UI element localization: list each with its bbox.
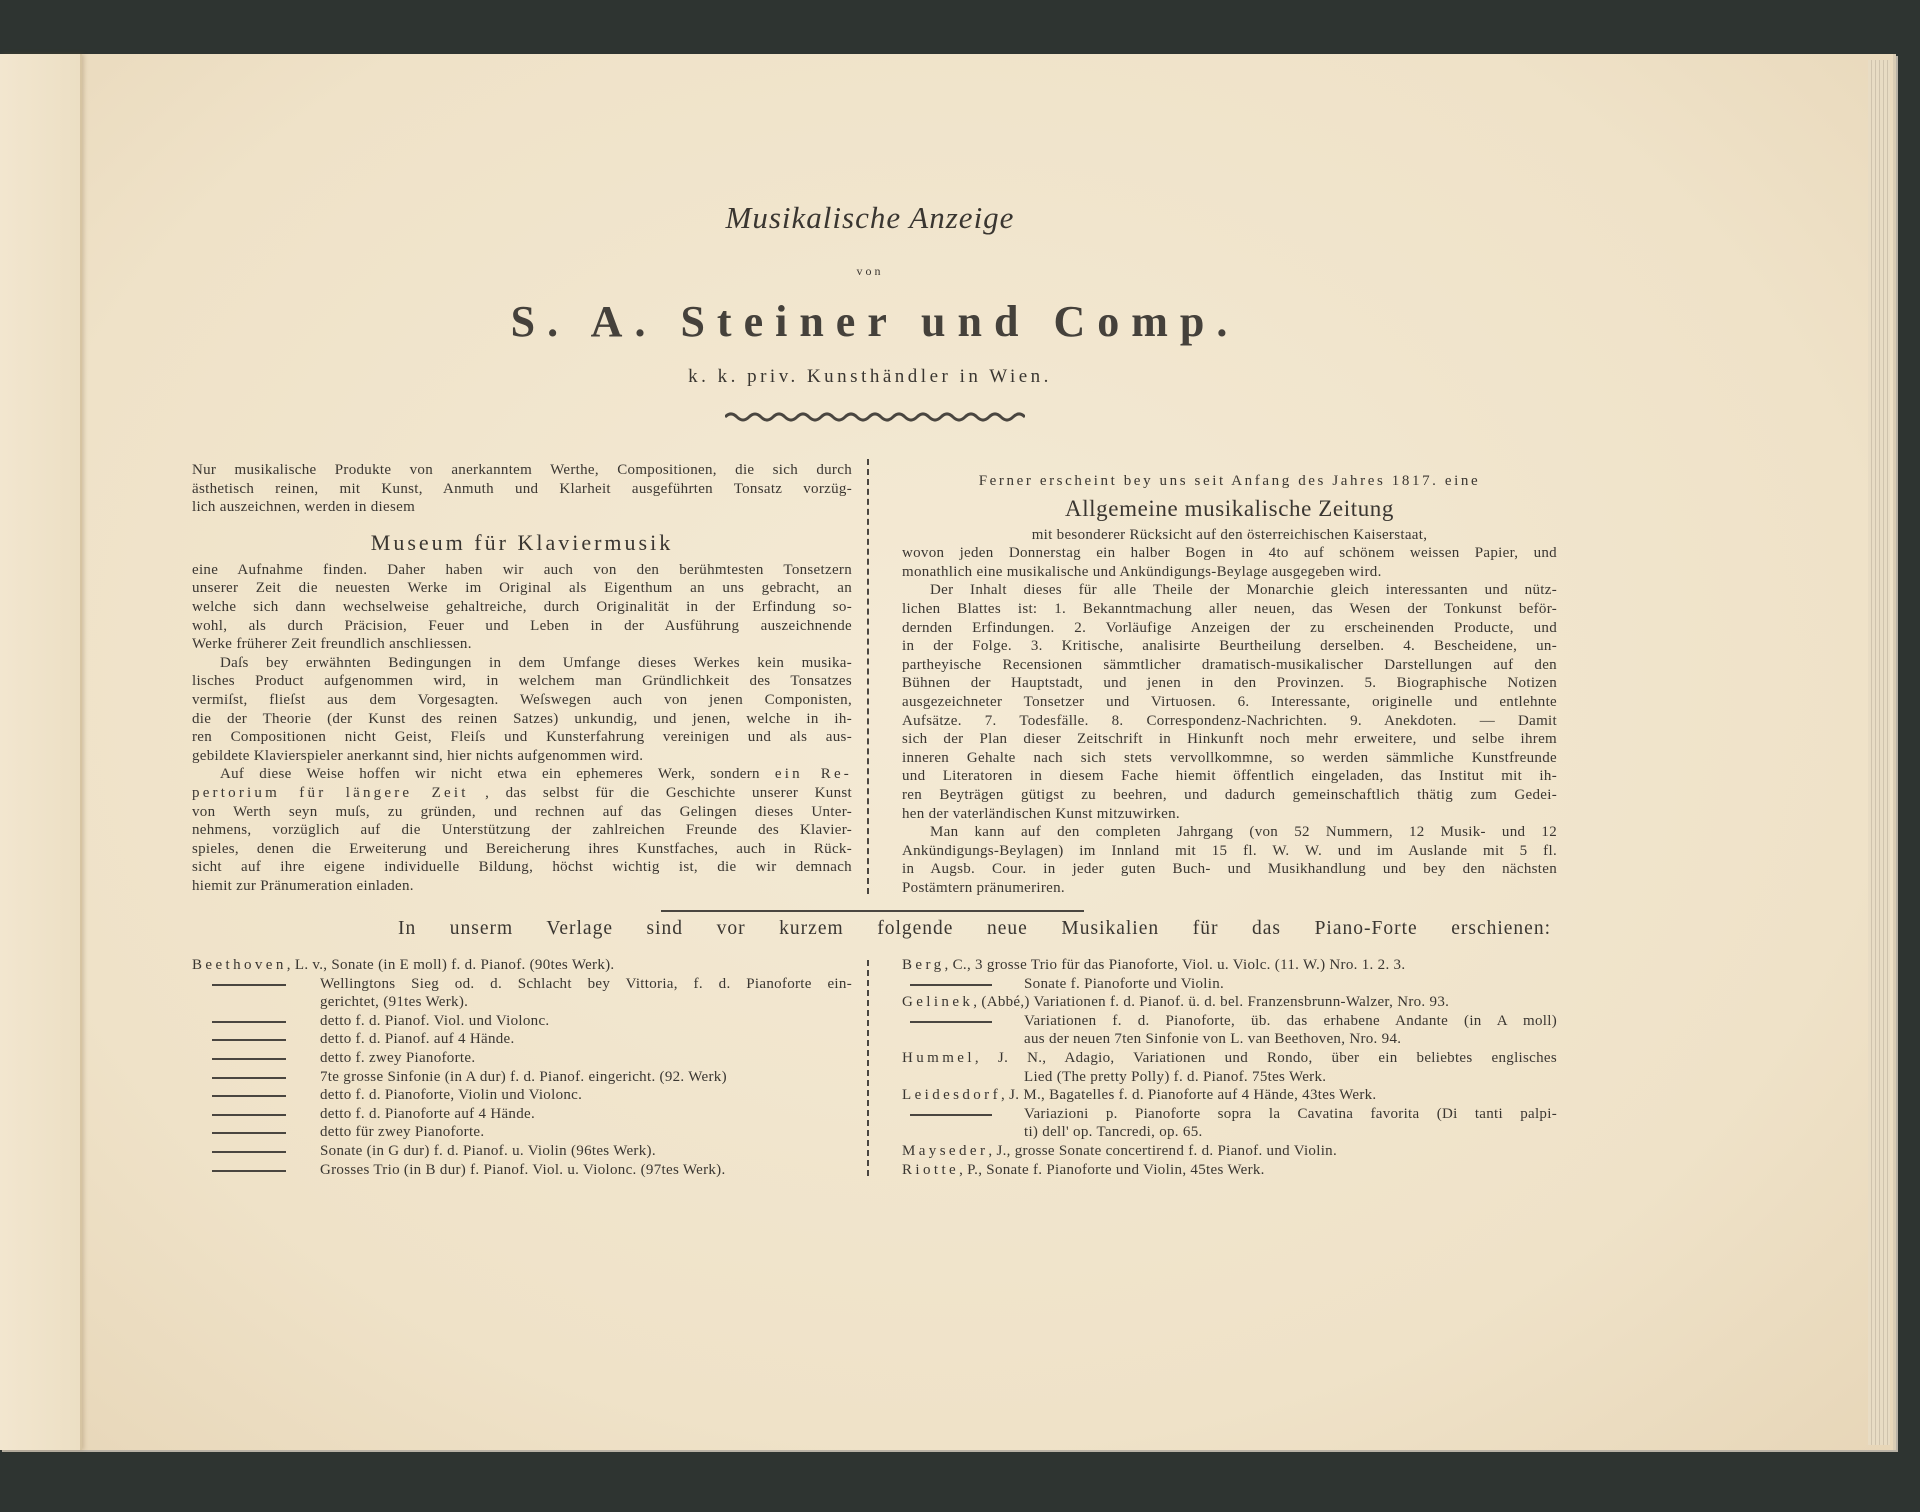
entry-line — [192, 1012, 852, 1031]
text-line: welche sich dann wechselweise gehaltreiche, durch Originalität in der Erfindung so- — [192, 598, 852, 615]
text-line: vermiſst, flieſst aus dem Vorgesagten. Weſswegen auch von jenen Componisten, — [192, 691, 852, 708]
work-title: , J. M., Bagatelles f. d. Pianoforte auf 4 Hände, 43tes Werk. — [1000, 1087, 1377, 1104]
text-segment: Auf diese Weise hoffen wir nicht etwa ein ephemeres Werk, sondern — [220, 766, 775, 783]
entry-line — [192, 1068, 852, 1087]
work-title: Wellingtons Sieg od. d. Schlacht bey Vittoria, f. d. Pianoforte ein- — [320, 975, 852, 992]
text-line: ren Compositionen nicht Geist, Fleiſs und Kunsterfahrung vereinigen und als aus- — [192, 729, 852, 746]
publication-entry — [192, 975, 852, 1012]
text-segment: , das selbst für die Geschichte unserer Kunst — [485, 784, 852, 801]
publication-entry — [902, 1086, 1557, 1105]
text-line: eine Aufnahme finden. Daher haben wir auch von den berühmtesten Tonsetzern — [192, 561, 852, 578]
work-title: Variazioni p. Pianoforte sopra la Cavatina favorita (Di tanti palpi- — [1024, 1105, 1557, 1122]
title-von: von — [856, 264, 884, 278]
text-line: Nur musikalische Produkte von anerkanntem Werthe, Compositionen, die sich durch — [192, 462, 852, 478]
text-line: die der Theorie (der Kunst des reinen Satzes) unkundig, und jenen, welche in ih- — [192, 710, 852, 727]
work-title: , J., grosse Sonate concertirend f. d. Pianof. und Violin. — [988, 1142, 1338, 1159]
work-title: 7te grosse Sinfonie (in A dur) f. d. Pianof. eingericht. (92. Werk) — [320, 1068, 727, 1085]
publication-entry — [192, 1030, 852, 1049]
text-line: in Augsb. Cour. in jeder guten Buch- und Musikhandlung und bey den nächsten — [902, 861, 1557, 878]
entry-line — [902, 1030, 1557, 1049]
publication-entry — [192, 1105, 852, 1124]
ditto-dash — [910, 984, 992, 986]
work-title: detto f. zwey Pianoforte. — [320, 1049, 476, 1066]
publication-entry — [902, 1142, 1557, 1161]
ditto-dash — [212, 1021, 286, 1023]
composer-name: Mayseder — [902, 1142, 989, 1159]
text-line: dernden Erfindungen. 2. Vorläufige Anzeigen der zu erscheinenden Producte, und — [902, 619, 1557, 636]
entry-line — [902, 1123, 1557, 1142]
text-line: Bühnen der Hauptstadt, und jenen in den Provinzen. 5. Biographische Notizen — [902, 675, 1557, 692]
work-title: detto für zwey Pianoforte. — [320, 1124, 485, 1141]
text-line: ausgezeichneter Tonsetzer und Virtuosen. 6. Interessante, originelle und entlehnte — [902, 693, 1557, 710]
text-line: hiemit zur Pränumeration einladen. — [192, 877, 414, 894]
work-title: aus der neuen 7ten Sinfonie von L. van Beethoven, Nro. 94. — [1024, 1031, 1402, 1048]
publication-entry — [902, 956, 1557, 975]
entry-line — [192, 1123, 852, 1142]
text-line: Aufsätze. 7. Todesfälle. 8. Correspondenz-Nachrichten. 9. Anekdoten. — Damit — [902, 712, 1557, 729]
text-line: lisches Product aufgenommen wird, in welchem man Gründlichkeit des Tonsatzes — [192, 673, 852, 690]
text-line: Daſs bey erwähnten Bedingungen in dem Umfange dieses Werkes kein musika- — [220, 654, 852, 671]
text-line: Ankündigungs-Beylagen) im Innland mit 15 fl. W. W. und im Auslande mit 5 fl. — [902, 842, 1557, 859]
work-title: Grosses Trio (in B dur) f. Pianof. Viol. u. Violonc. (97tes Werk). — [320, 1161, 726, 1178]
composer-name: Leidesdorf — [902, 1087, 1001, 1104]
text-line: sich der Plan dieser Zeitschrift in Hinkunft noch mehr erweitere, und selbe ihrem — [902, 731, 1557, 748]
subheading-line: mit besonderer Rücksicht auf den österreichischen Kaiserstaat, — [1031, 526, 1428, 543]
text-line: partheyische Recensionen sämmtlicher dramatisch-musikalischer Darstellungen auf den — [902, 656, 1557, 673]
text-line: unserer Zeit die neuesten Werke im Original als Eigenthum an uns gebracht, an — [192, 580, 852, 597]
ditto-dash — [212, 1077, 286, 1079]
text-line: wovon jeden Donnerstag ein halber Bogen in 4to auf schönem weissen Papier, und — [902, 545, 1557, 562]
work-title: Sonate (in G dur) f. d. Pianof. u. Violin (96tes Werk). — [320, 1142, 656, 1159]
ditto-dash — [910, 1114, 992, 1116]
text-line: Der Inhalt dieses für alle Theile der Monarchie gleich interessanten und nütz- — [930, 582, 1557, 599]
entry-line — [902, 1012, 1557, 1031]
ornament-divider — [725, 410, 1025, 424]
entry-line — [902, 956, 1557, 975]
text-line: lichen Blattes ist: 1. Bekanntmachung aller neuen, das Wesen der Tonkunst beför- — [902, 600, 1557, 617]
emphasis-text: ein Re- — [774, 766, 852, 783]
work-title: , (Abbé,) Variationen f. d. Pianof. ü. d. bel. Franzensbrunn-Walzer, Nro. 93. — [973, 994, 1450, 1011]
intro-line: Ferner erscheint bey uns seit Anfang des Jahres 1817. eine — [978, 473, 1481, 489]
column-divider — [867, 459, 869, 894]
publication-entry — [192, 1142, 852, 1161]
entry-line — [902, 1086, 1557, 1105]
work-title: , P., Sonate f. Pianoforte und Violin, 45tes Werk. — [959, 1161, 1265, 1178]
ditto-dash — [212, 1095, 286, 1097]
work-title: Variationen f. d. Pianoforte, üb. das erhabene Andante (in A moll) — [1024, 1012, 1557, 1029]
text-line: lich auszeichnen, werden in diesem — [192, 499, 416, 516]
composer-name: Riotte — [902, 1161, 960, 1178]
list-divider — [867, 960, 869, 1176]
publisher-subtitle: k. k. priv. Kunsthändler in Wien. — [688, 366, 1052, 387]
publication-entry — [192, 1161, 852, 1180]
entry-line — [192, 956, 852, 975]
ditto-dash — [212, 1039, 286, 1041]
publication-entry — [902, 1012, 1557, 1049]
entry-line — [192, 1086, 852, 1105]
publications-list-right — [902, 956, 1557, 1179]
publication-entry — [192, 1123, 852, 1142]
entry-line — [192, 1105, 852, 1124]
ditto-dash — [212, 1151, 286, 1153]
entry-line — [902, 1161, 1557, 1180]
ditto-dash — [910, 1021, 992, 1023]
publication-entry — [192, 1012, 852, 1031]
text-line — [192, 784, 852, 803]
text-line: ren Beyträgen gütigst zu beehren, und dadurch gemeinschaftlich thätig zum Gedei- — [902, 786, 1557, 803]
publication-entry — [192, 1068, 852, 1087]
work-title: gerichtet, (91tes Werk). — [320, 994, 469, 1011]
composer-name: Beethoven — [192, 957, 287, 973]
entry-line — [902, 1068, 1557, 1087]
text-line: in der Folge. 3. Kritische, analisirte Beurtheilung derselben. 4. Bescheidene, un- — [902, 638, 1557, 655]
work-title: , L. v., Sonate (in E moll) f. d. Pianof. (90tes Werk). — [286, 957, 615, 973]
section-rule — [661, 910, 1084, 912]
text-line: Man kann auf den completen Jahrgang (von 52 Nummern, 12 Musik- und 12 — [930, 824, 1557, 841]
entry-line — [902, 1105, 1557, 1124]
ditto-dash — [212, 984, 286, 986]
text-line: inneren Gehalte nach sich stets vervollkommne, so werden sämmliche Kunstfreunde — [902, 749, 1557, 766]
entry-line — [192, 975, 852, 994]
text-line: und Literatoren in diesem Fache hiemit öffentlich eingeladen, das Institut mit ih- — [902, 768, 1557, 785]
publication-entry — [902, 1161, 1557, 1180]
text-line: monathlich eine musikalische und Ankündigungs-Beylage ausgegeben wird. — [902, 563, 1382, 580]
text-line: ästhetisch reinen, mit Kunst, Anmuth und Klarheit ausgeführten Tonsatz vorzüg- — [192, 480, 852, 497]
entry-line — [192, 1142, 852, 1161]
right-column-text — [902, 472, 1557, 897]
publisher-name: S. A. Steiner und Comp. — [510, 297, 1240, 346]
publications-list-left — [192, 956, 852, 1179]
text-line: von Werth seyn muſs, zu gründen, und rechnen auf das Gelingen dieses Unter- — [192, 803, 852, 820]
entry-line — [192, 1161, 852, 1180]
work-title: Sonate f. Pianoforte und Violin. — [1024, 975, 1225, 992]
publications-heading: In unserm Verlage sind vor kurzem folgende neue Musikalien für das Piano-Forte erschienen: — [398, 918, 1551, 939]
publication-entry — [902, 993, 1557, 1012]
section-heading: Allgemeine musikalische Zeitung — [1064, 495, 1395, 521]
composer-name: Berg — [902, 957, 945, 973]
entry-line — [902, 975, 1557, 994]
entry-line — [902, 1049, 1557, 1068]
work-title: detto f. d. Pianof. Viol. und Violonc. — [320, 1012, 550, 1029]
entry-line — [902, 1142, 1557, 1161]
work-title: , C., 3 grosse Trio für das Pianoforte, Viol. u. Violc. (11. W.) Nro. 1. 2. 3. — [944, 957, 1406, 973]
page-stack-edge — [1868, 60, 1890, 1445]
composer-name: Hummel — [902, 1049, 975, 1066]
text-line: spieles, denen die Erweiterung und Bereicherung ihres Kunstfaches, auch in Rück- — [192, 840, 852, 857]
ditto-dash — [212, 1170, 286, 1172]
publication-entry — [192, 1086, 852, 1105]
work-title: detto f. d. Pianoforte auf 4 Hände. — [320, 1105, 536, 1122]
publication-entry — [902, 975, 1557, 994]
page-title: Musikalische Anzeige — [725, 200, 1015, 235]
entry-line — [192, 1030, 852, 1049]
work-title: Lied (The pretty Polly) f. d. Pianof. 75tes Werk. — [1024, 1068, 1327, 1085]
ditto-dash — [212, 1058, 286, 1060]
emphasis-text: pertorium für längere Zeit — [192, 784, 469, 801]
entry-line — [192, 993, 852, 1012]
text-line: Werke früherer Zeit freundlich anschliessen. — [192, 636, 472, 653]
ditto-dash — [212, 1114, 286, 1116]
work-title: detto f. d. Pianof. auf 4 Hände. — [320, 1031, 515, 1048]
publication-entry — [902, 1049, 1557, 1086]
publication-entry — [192, 1049, 852, 1068]
section-heading: Museum für Klaviermusik — [370, 529, 674, 555]
text-line — [192, 765, 852, 784]
work-title: ti) dell' op. Tancredi, op. 65. — [1024, 1124, 1203, 1141]
text-line: Postämtern pränumeriren. — [902, 879, 1065, 896]
composer-name: Gelinek — [902, 994, 974, 1011]
work-title: , J. N., Adagio, Variationen und Rondo, über ein beliebtes englisches — [974, 1049, 1557, 1066]
text-line: hen der vaterländischen Kunst mitzuwirken. — [902, 805, 1180, 822]
publication-entry — [902, 1105, 1557, 1142]
left-column-text — [192, 461, 852, 895]
text-line: gebildete Klavierspieler anerkannt sind, hier nichts aufgenommen wird. — [192, 747, 644, 764]
work-title: detto f. d. Pianoforte, Violin und Violonc. — [320, 1087, 583, 1104]
facing-page-edge — [0, 54, 82, 1450]
ditto-dash — [212, 1132, 286, 1134]
text-line: sicht auf ihre eigene individuelle Bildung, höchst wichtig ist, die wir demnach — [192, 859, 852, 876]
publication-entry — [192, 956, 852, 975]
entry-line — [902, 993, 1557, 1012]
text-line: nehmens, vorzüglich auf die Unterstützung der zahlreichen Freunde des Klavier- — [192, 822, 852, 839]
entry-line — [192, 1049, 852, 1068]
text-line: wohl, als durch Präcision, Feuer und Leben in der Ausführung auszeichnende — [192, 617, 852, 634]
